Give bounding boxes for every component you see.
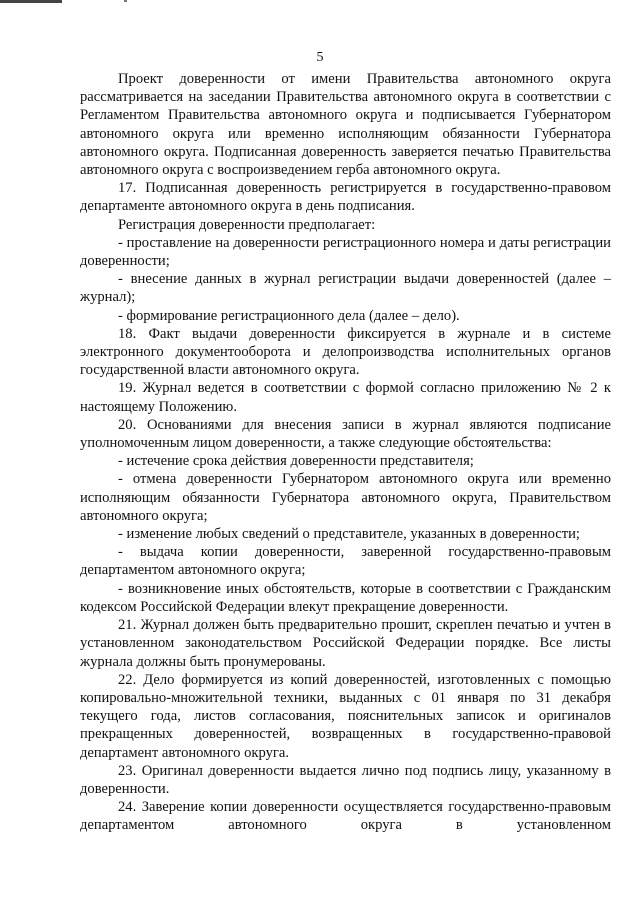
paragraph-item-23: 23. Оригинал доверенности выдается лично под подпись лицу, указанному в доверенности. [80, 762, 611, 797]
paragraph-item-19: 19. Журнал ведется в соответствии с формой согласно приложению № 2 к настоящему Положению. [80, 380, 611, 415]
list-item-revocation: - отмена доверенности Губернатором автономного округа или временно исполняющим обязанности Губернатора автономного округа, Правительством автономного округа; [80, 471, 611, 524]
paragraph-item-21: 21. Журнал должен быть предварительно прошит, скреплен печатью и учтен в установленном законодательством Российской Федерации порядке. Все листы журнала должны быть пронумерованы. [80, 617, 611, 670]
paragraph-item-17: 17. Подписанная доверенность регистрируется в государственно-правовом департаменте автономного округа в день подписания. [80, 180, 611, 215]
page-number: 5 [316, 50, 324, 65]
list-item-copy-issuance: - выдача копии доверенности, заверенной государственно-правовым департаментом автономного округа; [80, 544, 611, 579]
list-item-journal-entry: - внесение данных в журнал регистрации выдачи доверенностей (далее – журнал); [80, 271, 611, 306]
list-item-expiration: - истечение срока действия доверенности представителя; [118, 453, 474, 470]
paragraph-registration-intro: Регистрация доверенности предполагает: [118, 216, 376, 233]
scan-artifact-tick [124, 0, 127, 2]
paragraph-item-18: 18. Факт выдачи доверенности фиксируется в журнале и в системе электронного документооборота и делопроизводства исполнительных органов государственной власти автономного округа. [80, 325, 611, 379]
list-item-change-of-details: - изменение любых сведений о представителе, указанных в доверенности; [118, 526, 580, 543]
scan-artifact-line [0, 0, 62, 3]
list-item-registration-file: - формирование регистрационного дела (далее – дело). [118, 307, 460, 324]
paragraph-item-20: 20. Основаниями для внесения записи в журнал являются подписание уполномоченным лицом доверенности, а также следующие обстоятельства: [80, 416, 611, 452]
document-body [80, 70, 611, 835]
paragraph-project-consideration: Проект доверенности от имени Правительства автономного округа рассматривается на заседании Правительства автономного округа в соответствии с Регламентом Правительства автономного округа и подписывается Губернатором автономного округа или временно исполняющим обязанности Губернатора автономного округа. Подписанная доверенность заверяется печатью Правительства автономного округа с воспроизведением герба автономного округа. [80, 71, 611, 179]
paragraph-item-22: 22. Дело формируется из копий доверенностей, изготовленных с помощью копировально-множительной техники, выданных с 01 января по 31 декабря текущего года, листов согласования, пояснительных записок и оригиналов прекращенных доверенностей, возвращенных в государственно-правовой департамент автономного округа. [80, 671, 611, 761]
list-item-registration-number: - проставление на доверенности регистрационного номера и даты регистрации доверенности; [80, 234, 611, 270]
list-item-other-circumstances: - возникновение иных обстоятельств, которые в соответствии с Гражданским кодексом Российской Федерации влекут прекращение доверенности. [80, 580, 611, 615]
paragraph-item-24: 24. Заверение копии доверенности осуществляется государственно-правовым департаментом автономного округа в установленном [80, 799, 611, 834]
